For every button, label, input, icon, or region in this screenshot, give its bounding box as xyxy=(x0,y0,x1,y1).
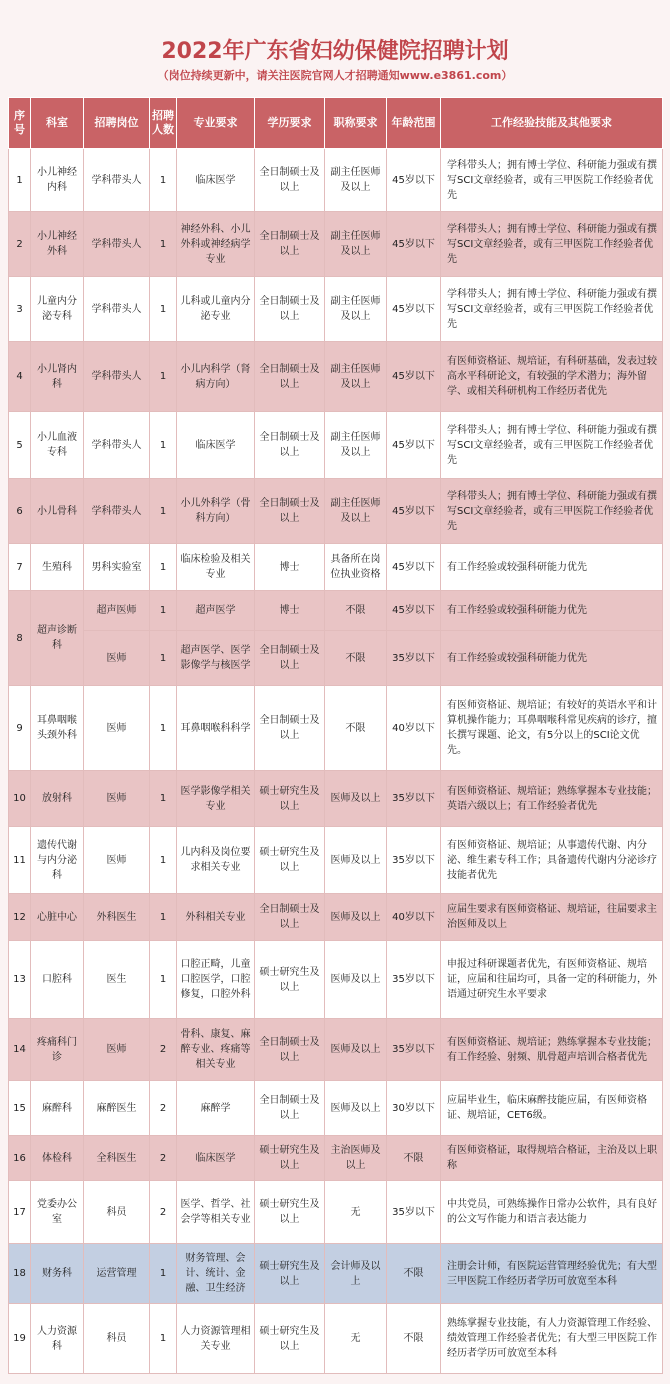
cell-title: 会计师及以上 xyxy=(325,1244,387,1304)
cell-dept: 儿童内分泌专科 xyxy=(31,277,84,342)
header-title: 职称要求 xyxy=(325,98,387,149)
cell-edu: 全日制硕士及以上 xyxy=(255,149,325,212)
cell-dept: 麻醉科 xyxy=(31,1081,84,1136)
table-row xyxy=(9,771,663,827)
cell-num: 1 xyxy=(150,342,177,412)
cell-edu: 全日制硕士及以上 xyxy=(255,412,325,479)
cell-req: 有医师资格证、规培证；有较好的英语水平和计算机操作能力；耳鼻咽喉科常见疾病的诊疗，擅长撰写课题、论文，有5分以上的SCI论文优先。 xyxy=(441,686,663,771)
cell-age: 45岁以下 xyxy=(387,212,441,277)
cell-age: 35岁以下 xyxy=(387,771,441,827)
cell-no: 12 xyxy=(9,894,31,941)
cell-title: 医师及以上 xyxy=(325,1081,387,1136)
cell-no: 1 xyxy=(9,149,31,212)
cell-age: 40岁以下 xyxy=(387,686,441,771)
cell-num: 1 xyxy=(150,941,177,1019)
cell-title: 不限 xyxy=(325,591,387,631)
cell-req: 有工作经验或较强科研能力优先 xyxy=(441,631,663,686)
cell-no: 17 xyxy=(9,1181,31,1244)
cell-no: 4 xyxy=(9,342,31,412)
header-major: 专业要求 xyxy=(177,98,255,149)
cell-req: 注册会计师，有医院运营管理经验优先；有大型三甲医院工作经历者学历可放宽至本科 xyxy=(441,1244,663,1304)
cell-post: 麻醉医生 xyxy=(84,1081,150,1136)
cell-major: 儿科或儿童内分泌专业 xyxy=(177,277,255,342)
cell-num: 2 xyxy=(150,1019,177,1081)
cell-major: 超声医学 xyxy=(177,591,255,631)
cell-major: 人力资源管理相关专业 xyxy=(177,1304,255,1374)
header-edu: 学历要求 xyxy=(255,98,325,149)
cell-edu: 全日制硕士及以上 xyxy=(255,1019,325,1081)
cell-post: 学科带头人 xyxy=(84,479,150,544)
cell-no: 7 xyxy=(9,544,31,591)
cell-title: 副主任医师及以上 xyxy=(325,212,387,277)
cell-age: 45岁以下 xyxy=(387,544,441,591)
table-row xyxy=(9,277,663,342)
cell-age: 35岁以下 xyxy=(387,1019,441,1081)
cell-title: 副主任医师及以上 xyxy=(325,149,387,212)
cell-no: 18 xyxy=(9,1244,31,1304)
cell-edu: 全日制硕士及以上 xyxy=(255,479,325,544)
cell-major: 麻醉学 xyxy=(177,1081,255,1136)
cell-dept: 党委办公室 xyxy=(31,1181,84,1244)
cell-major: 超声医学、医学影像学与核医学 xyxy=(177,631,255,686)
table-row xyxy=(9,479,663,544)
cell-num: 2 xyxy=(150,1136,177,1181)
cell-num: 1 xyxy=(150,412,177,479)
cell-age: 35岁以下 xyxy=(387,631,441,686)
cell-no: 3 xyxy=(9,277,31,342)
cell-dept: 体检科 xyxy=(31,1136,84,1181)
table-row xyxy=(9,544,663,591)
cell-edu: 全日制硕士及以上 xyxy=(255,1081,325,1136)
cell-dept: 生殖科 xyxy=(31,544,84,591)
cell-dept: 人力资源科 xyxy=(31,1304,84,1374)
cell-title: 副主任医师及以上 xyxy=(325,277,387,342)
cell-post: 全科医生 xyxy=(84,1136,150,1181)
cell-no: 13 xyxy=(9,941,31,1019)
cell-post: 运营管理 xyxy=(84,1244,150,1304)
cell-post: 学科带头人 xyxy=(84,412,150,479)
cell-age: 35岁以下 xyxy=(387,1181,441,1244)
header-num: 招聘人数 xyxy=(150,98,177,149)
cell-dept: 口腔科 xyxy=(31,941,84,1019)
cell-edu: 硕士研究生及以上 xyxy=(255,1304,325,1374)
cell-req: 有医师资格证，取得规培合格证，主治及以上职称 xyxy=(441,1136,663,1181)
cell-age: 45岁以下 xyxy=(387,277,441,342)
cell-title: 不限 xyxy=(325,631,387,686)
cell-post: 科员 xyxy=(84,1304,150,1374)
cell-edu: 硕士研究生及以上 xyxy=(255,771,325,827)
cell-req: 学科带头人；拥有博士学位、科研能力强或有撰写SCI文章经验者，或有三甲医院工作经验者优先 xyxy=(441,479,663,544)
cell-edu: 硕士研究生及以上 xyxy=(255,1244,325,1304)
cell-title: 具备所在岗位执业资格 xyxy=(325,544,387,591)
cell-req: 应届生要求有医师资格证、规培证，往届要求主治医师及以上 xyxy=(441,894,663,941)
cell-post: 外科医生 xyxy=(84,894,150,941)
table-row xyxy=(9,591,663,631)
cell-post: 医师 xyxy=(84,686,150,771)
table-row xyxy=(9,1136,663,1181)
cell-dept: 小儿神经内科 xyxy=(31,149,84,212)
cell-num: 1 xyxy=(150,149,177,212)
cell-num: 2 xyxy=(150,1081,177,1136)
cell-req: 学科带头人；拥有博士学位、科研能力强或有撰写SCI文章经验者，或有三甲医院工作经验者优先 xyxy=(441,149,663,212)
cell-dept: 小儿血液专科 xyxy=(31,412,84,479)
cell-num: 1 xyxy=(150,771,177,827)
cell-post: 医师 xyxy=(84,1019,150,1081)
recruitment-table xyxy=(8,97,663,1374)
cell-title: 无 xyxy=(325,1181,387,1244)
cell-num: 1 xyxy=(150,894,177,941)
cell-age: 45岁以下 xyxy=(387,479,441,544)
cell-num: 1 xyxy=(150,686,177,771)
cell-num: 1 xyxy=(150,544,177,591)
cell-title: 不限 xyxy=(325,686,387,771)
cell-major: 神经外科、小儿外科或神经病学专业 xyxy=(177,212,255,277)
cell-no: 19 xyxy=(9,1304,31,1374)
cell-major: 临床医学 xyxy=(177,1136,255,1181)
cell-post: 科员 xyxy=(84,1181,150,1244)
cell-no: 8 xyxy=(9,591,31,686)
cell-age: 不限 xyxy=(387,1136,441,1181)
cell-post: 医生 xyxy=(84,941,150,1019)
cell-dept: 财务科 xyxy=(31,1244,84,1304)
cell-title: 医师及以上 xyxy=(325,771,387,827)
cell-major: 骨科、康复、麻醉专业、疼痛等相关专业 xyxy=(177,1019,255,1081)
cell-major: 儿内科及岗位要求相关专业 xyxy=(177,827,255,894)
cell-edu: 全日制硕士及以上 xyxy=(255,894,325,941)
cell-dept: 耳鼻咽喉头颈外科 xyxy=(31,686,84,771)
cell-edu: 全日制硕士及以上 xyxy=(255,631,325,686)
cell-post: 学科带头人 xyxy=(84,277,150,342)
cell-num: 2 xyxy=(150,1181,177,1244)
cell-title: 医师及以上 xyxy=(325,941,387,1019)
cell-age: 30岁以下 xyxy=(387,1081,441,1136)
cell-post: 医师 xyxy=(84,771,150,827)
cell-major: 临床医学 xyxy=(177,149,255,212)
cell-dept: 心脏中心 xyxy=(31,894,84,941)
cell-age: 35岁以下 xyxy=(387,941,441,1019)
cell-title: 医师及以上 xyxy=(325,894,387,941)
cell-post: 医师 xyxy=(84,631,150,686)
cell-num: 1 xyxy=(150,827,177,894)
cell-post: 学科带头人 xyxy=(84,342,150,412)
cell-title: 医师及以上 xyxy=(325,827,387,894)
cell-post: 学科带头人 xyxy=(84,149,150,212)
cell-title: 医师及以上 xyxy=(325,1019,387,1081)
cell-req: 有医师资格证、规培证，有科研基础，发表过较高水平科研论文，有较强的学术潜力；海外留学、或相关科研机构工作经历者优先 xyxy=(441,342,663,412)
page-subtitle: （岗位持续更新中，请关注医院官网人才招聘通知www.e3861.com） xyxy=(157,69,513,82)
cell-dept: 小儿肾内科 xyxy=(31,342,84,412)
cell-age: 35岁以下 xyxy=(387,827,441,894)
cell-dept: 遗传代谢与内分泌科 xyxy=(31,827,84,894)
table-row xyxy=(9,827,663,894)
table-row xyxy=(9,149,663,212)
cell-major: 医学、哲学、社会学等相关专业 xyxy=(177,1181,255,1244)
table-header-row xyxy=(9,98,663,149)
cell-no: 16 xyxy=(9,1136,31,1181)
cell-major: 口腔正畸，儿童口腔医学，口腔修复，口腔外科 xyxy=(177,941,255,1019)
cell-post: 学科带头人 xyxy=(84,212,150,277)
cell-no: 10 xyxy=(9,771,31,827)
cell-no: 5 xyxy=(9,412,31,479)
cell-age: 40岁以下 xyxy=(387,894,441,941)
cell-major: 小儿内科学（肾病方向） xyxy=(177,342,255,412)
table-row xyxy=(9,686,663,771)
header-age: 年龄范围 xyxy=(387,98,441,149)
cell-num: 1 xyxy=(150,1304,177,1374)
cell-req: 有工作经验或较强科研能力优先 xyxy=(441,544,663,591)
table-row xyxy=(9,342,663,412)
cell-major: 小儿外科学（骨科方向） xyxy=(177,479,255,544)
cell-edu: 博士 xyxy=(255,591,325,631)
cell-num: 1 xyxy=(150,479,177,544)
header-dept: 科室 xyxy=(31,98,84,149)
cell-req: 中共党员，可熟练操作日常办公软件，具有良好的公文写作能力和语言表达能力 xyxy=(441,1181,663,1244)
header-post: 招聘岗位 xyxy=(84,98,150,149)
cell-edu: 硕士研究生及以上 xyxy=(255,1181,325,1244)
cell-major: 财务管理、会计、统计、金融、卫生经济 xyxy=(177,1244,255,1304)
cell-req: 有工作经验或较强科研能力优先 xyxy=(441,591,663,631)
cell-req: 有医师资格证、规培证；熟练掌握本专业技能；英语六级以上；有工作经验者优先 xyxy=(441,771,663,827)
cell-req: 申报过科研课题者优先，有医师资格证、规培证，应届和往届均可，具备一定的科研能力，外语通过研究生水平要求 xyxy=(441,941,663,1019)
cell-num: 1 xyxy=(150,631,177,686)
cell-edu: 硕士研究生及以上 xyxy=(255,827,325,894)
cell-age: 45岁以下 xyxy=(387,149,441,212)
table-row xyxy=(9,412,663,479)
cell-edu: 全日制硕士及以上 xyxy=(255,342,325,412)
cell-no: 11 xyxy=(9,827,31,894)
cell-title: 副主任医师及以上 xyxy=(325,412,387,479)
cell-num: 1 xyxy=(150,277,177,342)
cell-no: 14 xyxy=(9,1019,31,1081)
table-row xyxy=(9,1181,663,1244)
cell-major: 外科相关专业 xyxy=(177,894,255,941)
cell-req: 学科带头人；拥有博士学位、科研能力强或有撰写SCI文章经验者，或有三甲医院工作经验者优先 xyxy=(441,212,663,277)
cell-major: 耳鼻咽喉科科学 xyxy=(177,686,255,771)
table-row xyxy=(9,1304,663,1374)
cell-age: 不限 xyxy=(387,1304,441,1374)
cell-post: 超声医师 xyxy=(84,591,150,631)
cell-num: 1 xyxy=(150,591,177,631)
table-row xyxy=(9,1019,663,1081)
cell-no: 9 xyxy=(9,686,31,771)
cell-req: 应届毕业生，临床麻醉技能应届，有医师资格证、规培证，CET6级。 xyxy=(441,1081,663,1136)
cell-title: 副主任医师及以上 xyxy=(325,479,387,544)
cell-no: 2 xyxy=(9,212,31,277)
table-row xyxy=(9,212,663,277)
table-row xyxy=(9,941,663,1019)
cell-title: 副主任医师及以上 xyxy=(325,342,387,412)
cell-dept: 超声诊断科 xyxy=(31,591,84,686)
cell-req: 有医师资格证、规培证；熟练掌握本专业技能；有工作经验、射频、肌骨超声培训合格者优先 xyxy=(441,1019,663,1081)
cell-edu: 博士 xyxy=(255,544,325,591)
header-no: 序号 xyxy=(9,98,31,149)
cell-edu: 全日制硕士及以上 xyxy=(255,277,325,342)
cell-title: 主治医师及以上 xyxy=(325,1136,387,1181)
cell-post: 医师 xyxy=(84,827,150,894)
cell-age: 45岁以下 xyxy=(387,412,441,479)
cell-dept: 小儿神经外科 xyxy=(31,212,84,277)
table-row xyxy=(9,631,663,686)
table-row xyxy=(9,1244,663,1304)
cell-req: 学科带头人；拥有博士学位、科研能力强或有撰写SCI文章经验者，或有三甲医院工作经验者优先 xyxy=(441,277,663,342)
cell-num: 1 xyxy=(150,1244,177,1304)
cell-title: 无 xyxy=(325,1304,387,1374)
cell-age: 45岁以下 xyxy=(387,342,441,412)
cell-no: 6 xyxy=(9,479,31,544)
cell-req: 学科带头人；拥有博士学位、科研能力强或有撰写SCI文章经验者，或有三甲医院工作经验者优先 xyxy=(441,412,663,479)
cell-dept: 放射科 xyxy=(31,771,84,827)
cell-age: 不限 xyxy=(387,1244,441,1304)
cell-dept: 疼痛科门诊 xyxy=(31,1019,84,1081)
table-row xyxy=(9,1081,663,1136)
cell-major: 医学影像学相关专业 xyxy=(177,771,255,827)
table-row xyxy=(9,894,663,941)
cell-major: 临床医学 xyxy=(177,412,255,479)
cell-edu: 硕士研究生及以上 xyxy=(255,941,325,1019)
header-req: 工作经验技能及其他要求 xyxy=(441,98,663,149)
cell-edu: 全日制硕士及以上 xyxy=(255,686,325,771)
cell-edu: 硕士研究生及以上 xyxy=(255,1136,325,1181)
cell-post: 男科实验室 xyxy=(84,544,150,591)
cell-major: 临床检验及相关专业 xyxy=(177,544,255,591)
cell-dept: 小儿骨科 xyxy=(31,479,84,544)
cell-edu: 全日制硕士及以上 xyxy=(255,212,325,277)
cell-req: 有医师资格证、规培证；从事遗传代谢、内分泌、维生素专科工作；具备遗传代谢内分泌诊疗技能者优先 xyxy=(441,827,663,894)
cell-num: 1 xyxy=(150,212,177,277)
cell-req: 熟练掌握专业技能，有人力资源管理工作经验、绩效管理工作经验者优先；有大型三甲医院工作经历者学历可放宽至本科 xyxy=(441,1304,663,1374)
cell-age: 45岁以下 xyxy=(387,591,441,631)
cell-no: 15 xyxy=(9,1081,31,1136)
page-title: 2022年广东省妇幼保健院招聘计划 xyxy=(161,39,509,64)
